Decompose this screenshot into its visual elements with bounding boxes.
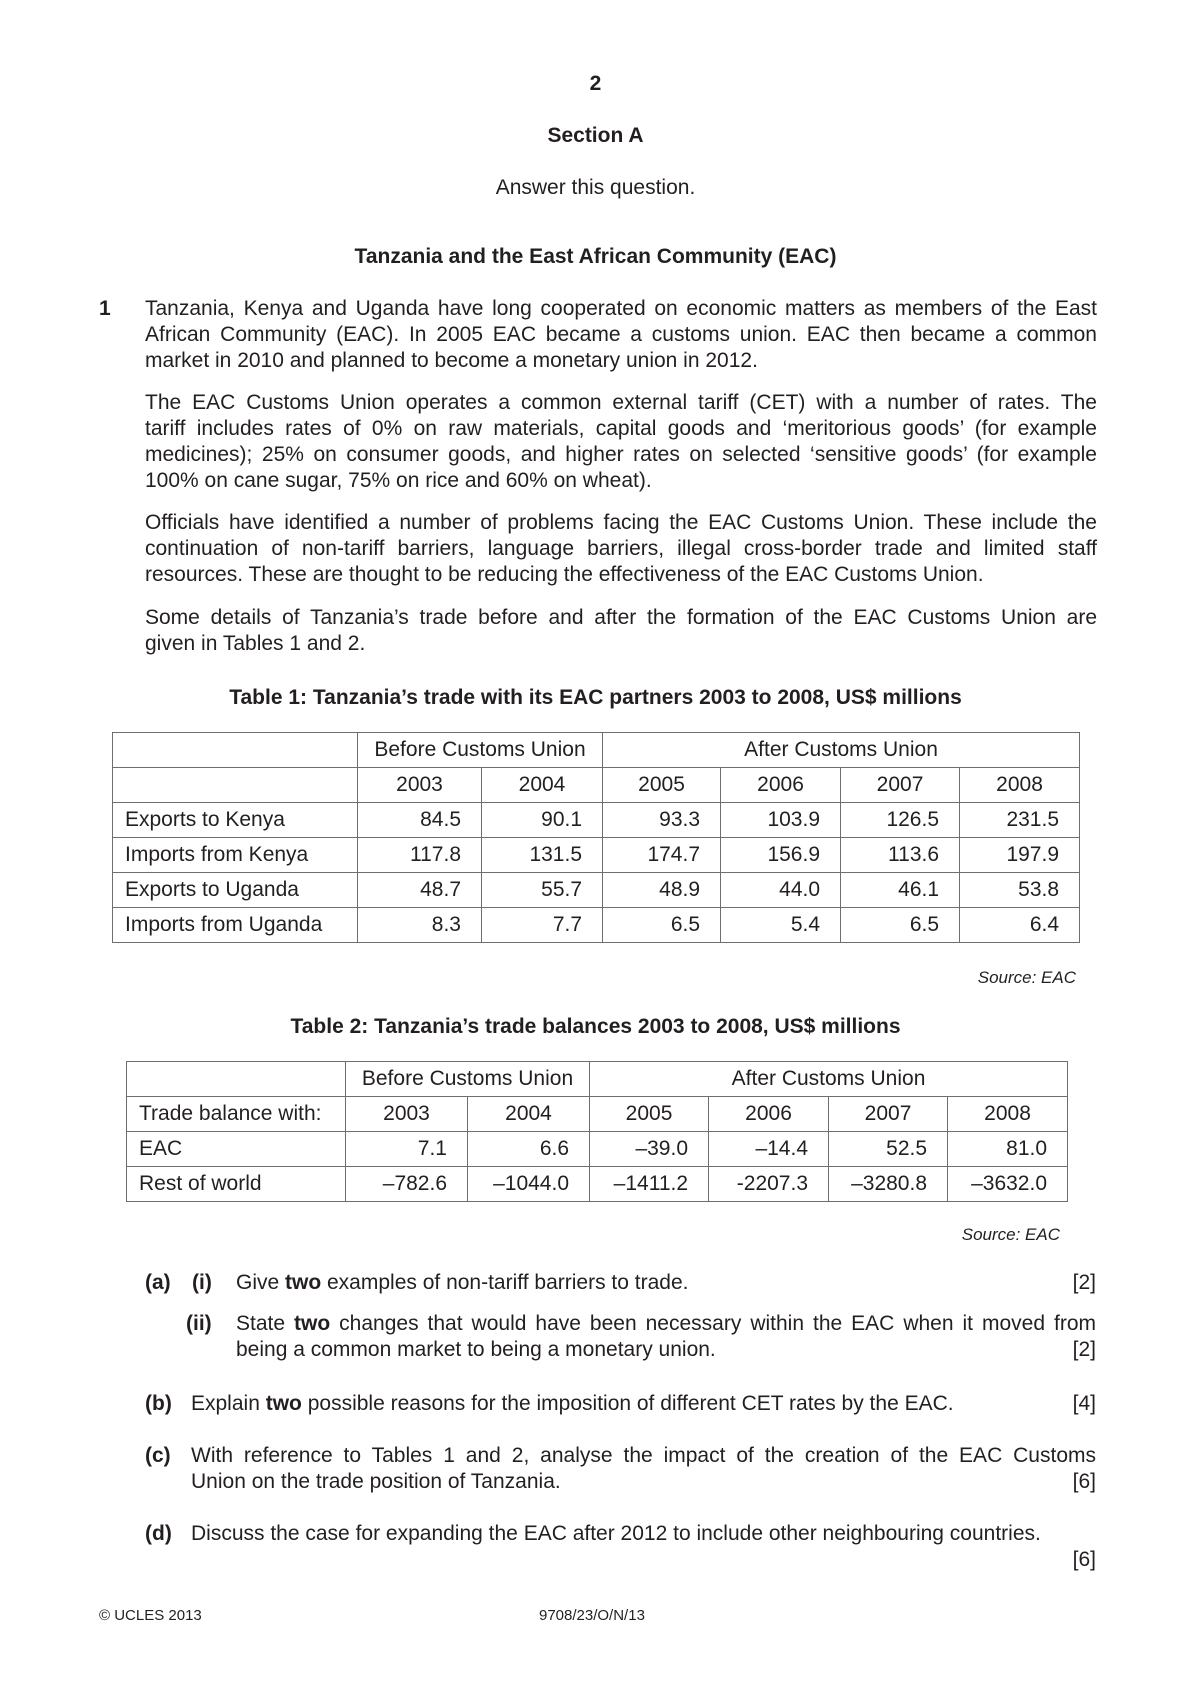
table-cell: 6.5: [603, 908, 721, 943]
question-a-i-label: (i): [192, 1271, 212, 1294]
paragraph-line: resources. These are thought to be reducing the effectiveness of the EAC Customs Union.: [145, 563, 984, 586]
table-cell: –1411.2: [590, 1167, 709, 1202]
question-text: changes that would have been necessary within the EAC when it moved from: [330, 1312, 1097, 1335]
year-header: 2008: [960, 768, 1080, 803]
table-row: [113, 803, 1080, 838]
table-cell: 231.5: [960, 803, 1080, 838]
table-cell: –39.0: [590, 1132, 709, 1167]
table-cell: 6.4: [960, 908, 1080, 943]
paragraph-line: tariff includes rates of 0% on raw materials, capital goods and ‘meritorious goods’ (for example: [145, 417, 1097, 440]
paragraph-1: [145, 296, 1097, 374]
question-c-label: (c): [145, 1444, 171, 1467]
table-cell: 5.4: [721, 908, 841, 943]
table-cell: 93.3: [603, 803, 721, 838]
paragraph-line: continuation of non-tariff barriers, language barriers, illegal cross-border trade and limited staff: [145, 537, 1097, 560]
table-cell: 48.9: [603, 873, 721, 908]
table-cell: 81.0: [948, 1132, 1068, 1167]
table-cell: 103.9: [721, 803, 841, 838]
year-header: 2004: [468, 1097, 590, 1132]
table2: [126, 1061, 1068, 1202]
table-cell: 156.9: [721, 838, 841, 873]
question-title: Tanzania and the East African Community (EAC): [354, 245, 837, 268]
year-header: 2007: [841, 768, 960, 803]
table-cell: 53.8: [960, 873, 1080, 908]
table-cell: 52.5: [829, 1132, 948, 1167]
year-header: 2007: [829, 1097, 948, 1132]
table-cell: –3632.0: [948, 1167, 1068, 1202]
page-number: 2: [589, 72, 602, 95]
question-c-line1: With reference to Tables 1 and 2, analyse the impact of the creation of the EAC Customs: [191, 1444, 1096, 1467]
mark-allocation: [6]: [1072, 1548, 1096, 1571]
paragraph-line: Officials have identified a number of problems facing the EAC Customs Union. These include the: [145, 511, 1097, 534]
copyright: © UCLES 2013: [99, 1607, 202, 1624]
table-cell: -2207.3: [709, 1167, 829, 1202]
question-b-label: (b): [145, 1392, 172, 1415]
table-cell: 6.5: [841, 908, 960, 943]
row-label: Exports to Uganda: [113, 873, 358, 908]
table-cell: 46.1: [841, 873, 960, 908]
paragraph-line: Tanzania, Kenya and Uganda have long cooperated on economic matters as members of the East: [145, 297, 1097, 320]
table1: [112, 732, 1080, 943]
table-row: [113, 873, 1080, 908]
question-text: Give: [236, 1271, 286, 1294]
paper-code: 9708/23/O/N/13: [539, 1607, 645, 1624]
year-header: 2003: [358, 768, 482, 803]
table1-source: Source: EAC: [977, 968, 1076, 987]
table-row: [113, 838, 1080, 873]
mark-allocation: [2]: [1072, 1271, 1096, 1294]
table-cell: 84.5: [358, 803, 482, 838]
table-cell: 131.5: [482, 838, 603, 873]
mark-allocation: [2]: [1072, 1338, 1096, 1361]
table-row: [127, 1167, 1068, 1202]
paragraph-line: 100% on cane sugar, 75% on rice and 60% on wheat).: [145, 469, 652, 492]
table-cell: 7.7: [482, 908, 603, 943]
table-corner: [113, 768, 358, 803]
emphasis-text: two: [294, 1312, 331, 1335]
table2-title: Table 2: Tanzania’s trade balances 2003 to 2008, US$ millions: [290, 1015, 901, 1038]
paragraph-line: The EAC Customs Union operates a common external tariff (CET) with a number of rates. The: [145, 391, 1097, 414]
table-corner: [113, 733, 358, 768]
question-text: examples of non-tariff barriers to trade.: [321, 1271, 689, 1294]
year-header: 2008: [948, 1097, 1068, 1132]
table-cell: 90.1: [482, 803, 603, 838]
table-row: [127, 1132, 1068, 1167]
table-cell: 7.1: [346, 1132, 468, 1167]
table-cell: 117.8: [358, 838, 482, 873]
year-header: 2005: [603, 768, 721, 803]
table-cell: 48.7: [358, 873, 482, 908]
mark-allocation: [6]: [1072, 1470, 1096, 1493]
row-label: Imports from Kenya: [113, 838, 358, 873]
table-cell: 197.9: [960, 838, 1080, 873]
year-header: 2004: [482, 768, 603, 803]
table-row: [113, 908, 1080, 943]
table-cell: 55.7: [482, 873, 603, 908]
question-d-label: (d): [145, 1522, 172, 1545]
emphasis-text: two: [285, 1271, 322, 1294]
paragraph-line: given in Tables 1 and 2.: [145, 632, 366, 655]
table-cell: –1044.0: [468, 1167, 590, 1202]
table-cell: 44.0: [721, 873, 841, 908]
paragraph-4: [145, 605, 1097, 657]
table-cell: –3280.8: [829, 1167, 948, 1202]
question-text: State: [236, 1312, 295, 1335]
row-label: EAC: [127, 1132, 346, 1167]
mark-allocation: [4]: [1072, 1392, 1096, 1415]
question-number: 1: [99, 297, 111, 320]
after-customs-union-header: After Customs Union: [603, 733, 1080, 768]
instruction: Answer this question.: [495, 176, 696, 199]
question-a-i-text: [236, 1270, 688, 1296]
row-label: Imports from Uganda: [113, 908, 358, 943]
table-cell: 6.6: [468, 1132, 590, 1167]
year-header: 2005: [590, 1097, 709, 1132]
paragraph-3: [145, 510, 1097, 588]
table-cell: 126.5: [841, 803, 960, 838]
paragraph-line: African Community (EAC). In 2005 EAC became a customs union. EAC then became a common: [145, 323, 1097, 346]
question-d-line1: Discuss the case for expanding the EAC after 2012 to include other neighbouring countries.: [191, 1522, 1041, 1545]
table-cell: –14.4: [709, 1132, 829, 1167]
table-header-row: [127, 1062, 1068, 1097]
section-title: Section A: [547, 124, 644, 147]
table-year-row: [113, 768, 1080, 803]
question-text: possible reasons for the imposition of different CET rates by the EAC.: [301, 1392, 954, 1415]
table-cell: –782.6: [346, 1167, 468, 1202]
table-cell: 113.6: [841, 838, 960, 873]
year-header: 2003: [346, 1097, 468, 1132]
table-cell: 8.3: [358, 908, 482, 943]
emphasis-text: two: [265, 1392, 302, 1415]
question-a-ii-label: (ii): [186, 1312, 212, 1335]
question-b-text: [191, 1391, 954, 1417]
paragraph-2: [145, 390, 1097, 494]
after-customs-union-header: After Customs Union: [590, 1062, 1068, 1097]
question-a-ii-text: [236, 1311, 1096, 1337]
paragraph-line: Some details of Tanzania’s trade before and after the formation of the EAC Customs Union are: [145, 606, 1097, 629]
table-year-row: [127, 1097, 1068, 1132]
question-text: Explain: [191, 1392, 266, 1415]
before-customs-union-header: Before Customs Union: [358, 733, 603, 768]
year-header: 2006: [709, 1097, 829, 1132]
question-a-label: (a): [145, 1271, 171, 1294]
row-label: Exports to Kenya: [113, 803, 358, 838]
before-customs-union-header: Before Customs Union: [346, 1062, 590, 1097]
table1-title: Table 1: Tanzania’s trade with its EAC partners 2003 to 2008, US$ millions: [229, 686, 962, 709]
table-cell: 174.7: [603, 838, 721, 873]
row-label: Rest of world: [127, 1167, 346, 1202]
paragraph-line: market in 2010 and planned to become a monetary union in 2012.: [145, 349, 758, 372]
question-c-line2: Union on the trade position of Tanzania.: [191, 1470, 561, 1493]
trade-balance-label: Trade balance with:: [127, 1097, 346, 1132]
table2-source: Source: EAC: [961, 1225, 1060, 1244]
table-header-row: [113, 733, 1080, 768]
table-corner: [127, 1062, 346, 1097]
year-header: 2006: [721, 768, 841, 803]
paragraph-line: medicines); 25% on consumer goods, and higher rates on selected ‘sensitive goods’ (for example: [145, 443, 1097, 466]
question-a-ii-line2: being a common market to being a monetary union.: [236, 1338, 716, 1361]
